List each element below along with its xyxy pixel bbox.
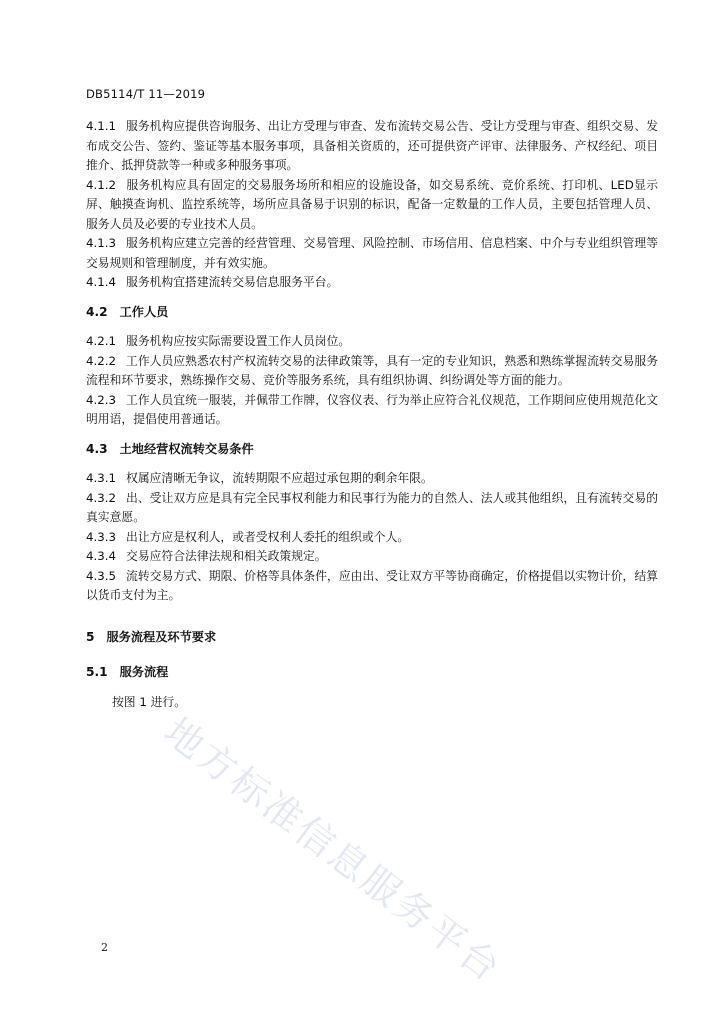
clause-number: 4.3.4 [86, 549, 117, 563]
spacer [86, 647, 658, 663]
clause-4-3-1 [86, 469, 658, 489]
clause-number: 4.3.5 [86, 568, 117, 583]
heading-title: 工作人员 [119, 304, 169, 319]
clause-text: 服务机构应提供咨询服务、出让方受理与审查、发布流转交易公告、受让方受理与审查、组织交易、发布成交公告、签约、鉴证等基本服务事项，具备相关资质的，还可提供资产评审、法律服务、产权经纪、项目推介、抵押贷款等一种或多种服务事项。 [86, 119, 658, 172]
spacer [86, 683, 658, 693]
heading-number: 5.1 [86, 665, 108, 679]
heading-title: 土地经营权流转交易条件 [119, 441, 254, 456]
document-code: DB5114/T 11—2019 [86, 87, 206, 101]
clause-text: 流转交易方式、期限、价格等具体条件，应由出、受让双方平等协商确定，价格提倡以实物计价，结算以货币支付为主。 [86, 568, 658, 602]
spacer [86, 430, 658, 440]
spacer [86, 293, 658, 303]
clause-number: 4.3.3 [86, 529, 117, 544]
clause-number: 4.1.1 [86, 119, 117, 133]
clause-number: 4.2.3 [86, 392, 117, 407]
heading-title: 服务流程及环节要求 [106, 629, 217, 644]
clause-text: 工作人员宜统一服装，并佩带工作牌，仪容仪表、行为举止应符合礼仪规范，工作期间应使用规范化文明用语，提倡使用普通话。 [86, 392, 658, 426]
clause-4-2-3 [86, 391, 658, 430]
section-heading-4-3 [86, 440, 658, 460]
heading-number: 4.2 [86, 304, 108, 319]
clause-4-3-5 [86, 567, 658, 606]
clause-4-3-3 [86, 528, 658, 548]
clause-4-1-4 [86, 273, 658, 293]
clause-4-1-3 [86, 234, 658, 273]
clause-text: 权属应清晰无争议，流转期限不应超过承包期的剩余年限。 [126, 471, 433, 485]
clause-number: 4.1.3 [86, 236, 117, 250]
heading-number: 4.3 [86, 441, 108, 456]
clause-text: 出、受让双方应是具有完全民事权利能力和民事行为能力的自然人、法人或其他组织，且有流转交易的真实意愿。 [86, 490, 658, 524]
clause-number: 4.3.1 [86, 471, 117, 485]
clause-4-3-4 [86, 547, 658, 567]
section-heading-5-1 [86, 663, 658, 683]
spacer [86, 606, 658, 628]
clause-text: 交易应符合法律法规和相关政策规定。 [126, 549, 327, 563]
clause-4-2-1 [86, 332, 658, 352]
clause-number: 4.2.1 [86, 334, 117, 348]
heading-title: 服务流程 [119, 665, 169, 679]
clause-number: 4.3.2 [86, 490, 117, 505]
clause-text: 出让方应是权利人，或者受权利人委托的组织或个人。 [126, 529, 410, 544]
spacer [86, 459, 658, 469]
spacer [86, 322, 658, 332]
clause-4-2-2 [86, 352, 658, 391]
watermark: 地方标准信息服务平台 [156, 709, 511, 992]
clause-number: 4.1.4 [86, 275, 117, 289]
heading-number: 5 [86, 629, 95, 644]
clause-4-1-2 [86, 176, 658, 235]
clause-number: 4.1.2 [86, 177, 117, 192]
document-body [86, 117, 658, 712]
clause-text: 服务机构应按实际需要设置工作人员岗位。 [126, 334, 351, 348]
paragraph-5-1: 按图 1 进行。 [112, 694, 186, 709]
clause-text: 服务机构应具有固定的交易服务场所和相应的设施设备，如交易系统、竞价系统、打印机、LED显示屏、触摸查询机、监控系统等，场所应具备易于识别的标识，配备一定数量的工作人员，主要包括管理人员、服务人员及必要的专业技术人员。 [86, 177, 658, 231]
section-heading-4-2 [86, 303, 658, 323]
chapter-heading-5 [86, 628, 658, 648]
clause-text: 工作人员应熟悉农村产权流转交易的法律政策等，具有一定的专业知识，熟悉和熟练掌握流转交易服务流程和环节要求，熟练操作交易、竞价等服务系统，具有组织协调、纠纷调处等方面的能力。 [86, 353, 658, 387]
clause-4-1-1 [86, 117, 658, 176]
clause-number: 4.2.2 [86, 353, 117, 368]
clause-4-3-2 [86, 489, 658, 528]
clause-text: 服务机构宜搭建流转交易信息服务平台。 [126, 275, 339, 289]
page-number: 2 [101, 941, 108, 954]
clause-text: 服务机构应建立完善的经营管理、交易管理、风险控制、市场信用、信息档案、中介与专业组织管理等交易规则和管理制度，并有效实施。 [86, 236, 658, 270]
